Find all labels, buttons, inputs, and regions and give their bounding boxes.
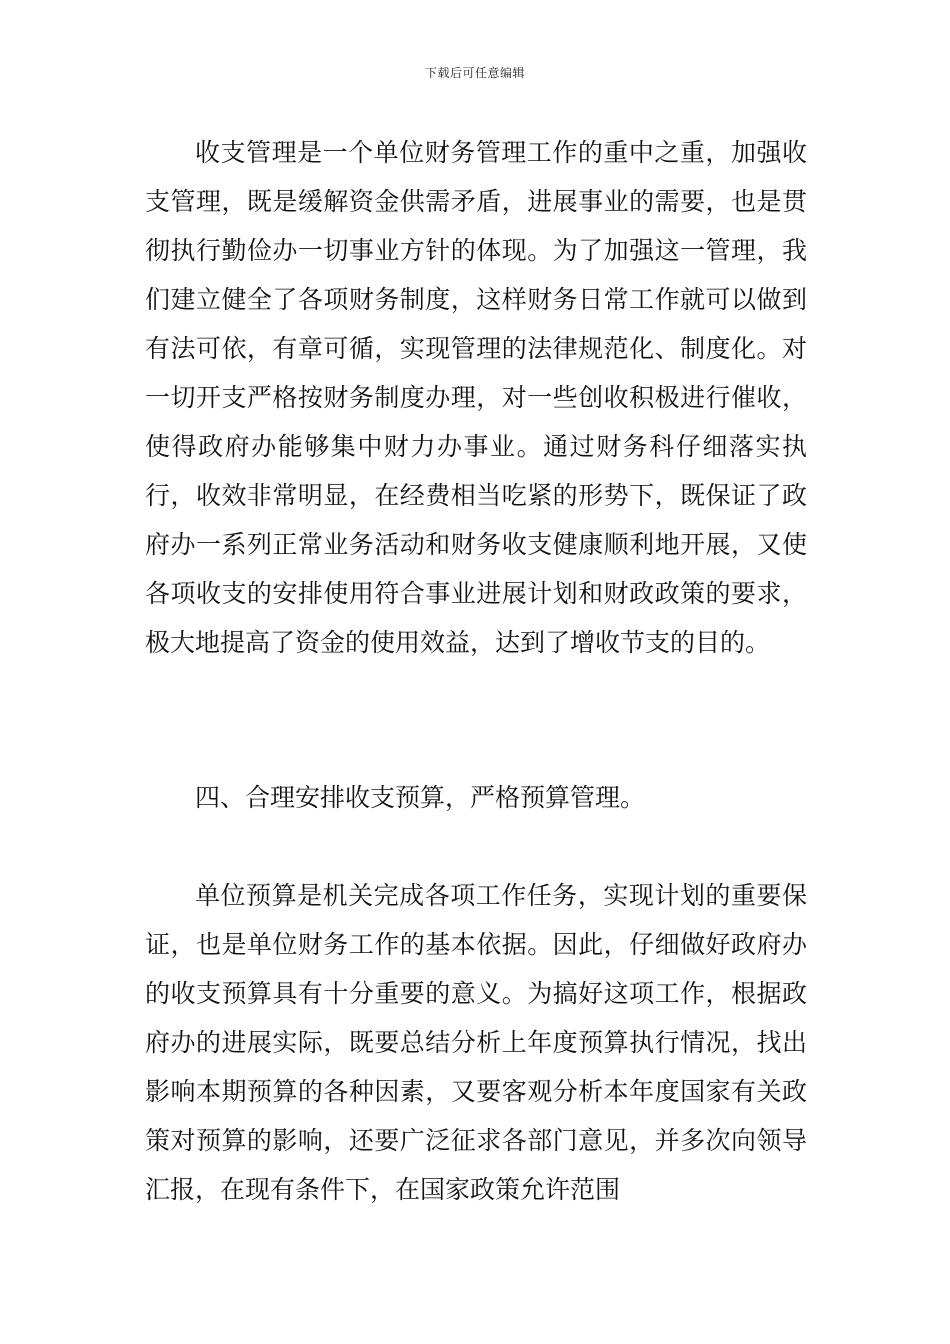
section-heading-4 xyxy=(145,773,807,822)
paragraph-budget xyxy=(145,871,807,1214)
page-header-note: 下载后可任意编辑 xyxy=(424,66,525,80)
paragraph-text: 收支管理是一个单位财务管理工作的重中之重，加强收支管理，既是缓解资金供需矛盾，进展事业的需要，也是贯彻执行勤俭办一切事业方针的体现。为了加强这一管理，我们建立健全了各项财务制度，这样财务日常工作就可以做到有法可依，有章可循，实现管理的法律规范化、制度化。对一切开支严格按财务制度办理，对一些创收积极进行催收，使得政府办能够集中财力办事业。通过财务科仔细落实执行，收效非常明显，在经费相当吃紧的形势下，既保证了政府办一系列正常业务活动和财务收支健康顺利地开展，又使各项收支的安排使用符合事业进展计划和财政政策的要求，极大地提高了资金的使用效益，达到了增收节支的目的。 xyxy=(145,138,807,657)
paragraph-income-expense-management xyxy=(145,128,807,667)
paragraph-text: 单位预算是机关完成各项工作任务，实现计划的重要保证，也是单位财务工作的基本依据。因此，仔细做好政府办的收支预算具有十分重要的意义。为搞好这项工作，根据政府办的进展实际，既要总结分析上年度预算执行情况，找出影响本期预算的各种因素，又要客观分析本年度国家有关政策对预算的影响，还要广泛征求各部门意见，并多次向领导汇报，在现有条件下，在国家政策允许范围 xyxy=(145,881,807,1204)
section-heading-text: 四、合理安排收支预算，严格预算管理。 xyxy=(195,783,646,812)
